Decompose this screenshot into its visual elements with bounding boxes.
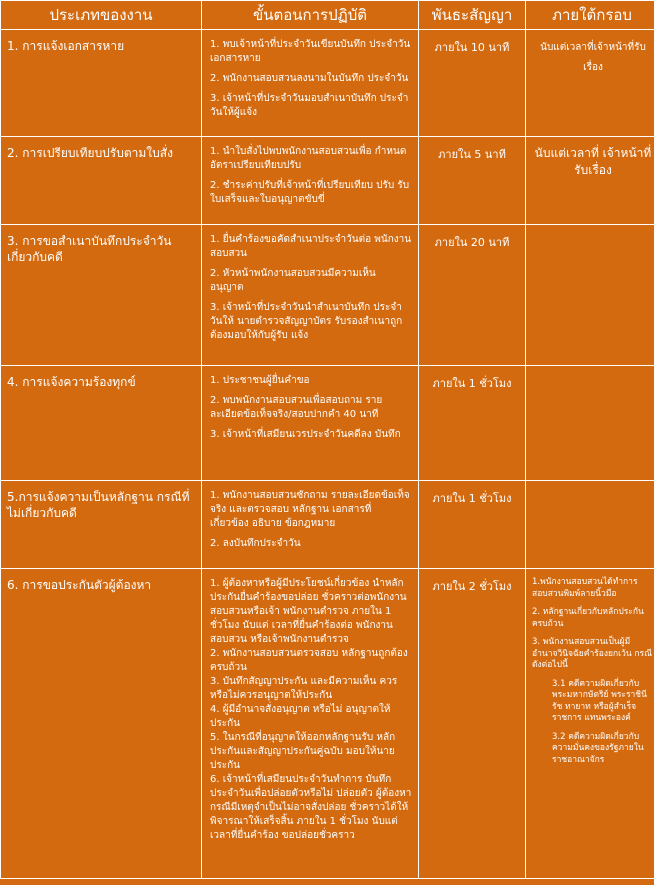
procedure-cell (202, 137, 419, 225)
procedure-step: 2. พนักงานสอบสวนตรวจสอบ หลักฐานถูกต้องครบถ้วน (210, 648, 408, 673)
header-procedure: ขั้นตอนการปฏิบัติ (202, 1, 419, 30)
deadline-cell: ภายใน 5 นาที (419, 137, 526, 225)
procedure-step: 2. พบพนักงานสอบสวนเพื่อสอบถาม รายละเอียดข้อเท็จจริง/สอบปากคำ 40 นาที (210, 395, 383, 420)
procedure-step: 2. หัวหน้าพนักงานสอบสวนมีความเห็น อนุญาต (210, 268, 376, 293)
framework-cell (526, 137, 654, 225)
procedure-step: 2. ลงบันทึกประจำวัน (210, 538, 301, 549)
framework-cell (526, 569, 654, 879)
deadline-cell: ภายใน 1 ชั่วโมง (419, 366, 526, 481)
table-row (1, 30, 654, 137)
procedure-step: 1. พบเจ้าหน้าที่ประจำวันเขียนบันทึก ประจำวันเอกสารหาย (210, 39, 411, 64)
header-commitment: พันธะสัญญา (419, 1, 526, 30)
service-type-cell: 5.การแจ้งความเป็นหลักฐาน กรณีที่ไม่เกี่ยวกับคดี (1, 481, 202, 569)
deadline-cell: ภายใน 20 นาที (419, 225, 526, 366)
framework-cell (526, 366, 654, 481)
service-type-cell: 4. การแจ้งความร้องทุกข์ (1, 366, 202, 481)
deadline-cell: ภายใน 1 ชั่วโมง (419, 481, 526, 569)
procedure-step: 1. ผู้ต้องหาหรือผู้มีประโยชน์เกี่ยวข้อง นำหลักประกันยื่นคำร้องขอปล่อย ชั่วคราวต่อพนักงานสอบสวนหรือเจ้า พนักงานตำรวจ ภายใน 1 ชั่วโมง นับแต่ เวลาที่ยื่นคำร้องต่อ พนักงานสอบสวน หรือเจ้าพนักงานตำรวจ (210, 578, 407, 645)
framework-item: 2. หลักฐานเกี่ยวกับหลักประกัน ครบถ้วน (532, 607, 644, 629)
procedure-step: 6. เจ้าหน้าที่เสมียนประจำวันทำการ บันทึกประจำวันเพื่อปล่อยตัวหรือไม่ ปล่อยตัว ผู้ต้องหา กรณีมีเหตุจำเป็นไม่อาจสั่งปล่อย ชั่วคราวได้ให้พิจารณาให้เสร็จสิ้น ภายใน 1 ชั่วโมง นับแต่เวลาที่ยื่นคำร้อง ขอปล่อยชั่วคราว (210, 774, 412, 841)
deadline-cell: ภายใน 2 ชั่วโมง (419, 569, 526, 879)
table-row (1, 481, 654, 569)
table-row (1, 137, 654, 225)
framework-cell (526, 481, 654, 569)
procedure-cell (202, 30, 419, 137)
procedure-step: 3. บันทึกสัญญาประกัน และมีความเห็น ควรหรือไม่ควรอนุญาตให้ประกัน (210, 676, 398, 701)
procedure-cell (202, 366, 419, 481)
procedure-cell (202, 569, 419, 879)
service-type-cell: 1. การแจ้งเอกสารหาย (1, 30, 202, 137)
table-row (1, 569, 654, 879)
framework-subitem: 3.1 คดีความผิดเกี่ยวกับ พระมหากษัตริย์ พระราชินี รัช ทายาท หรือผู้สำเร็จราชการ แทนพระองค์ (552, 678, 647, 723)
framework-text: นับแต่เวลาที่เจ้าหน้าที่รับเรื่อง (540, 42, 646, 73)
procedure-step: 3. เจ้าหน้าที่เสมียนเวรประจำวันคดีลง บันทึก (210, 429, 401, 440)
table-row (1, 225, 654, 366)
procedure-cell (202, 225, 419, 366)
service-type-cell: 2. การเปรียบเทียบปรับตามใบสั่ง (1, 137, 202, 225)
header-framework: ภายใต้กรอบ (526, 1, 654, 30)
procedure-step: 3. เจ้าหน้าที่ประจำวันมอบสำเนาบันทึก ประจำวันให้ผู้แจ้ง (210, 93, 409, 118)
framework-cell (526, 30, 654, 137)
procedure-step: 5. ในกรณีที่อนุญาตให้ออกหลักฐานรับ หลักประกันและสัญญาประกันคู่ฉบับ มอบให้นายประกัน (210, 732, 396, 771)
table-header-row (1, 1, 654, 30)
framework-text: นับแต่เวลาที่ เจ้าหน้าที่รับเรื่อง (534, 146, 652, 177)
service-type-cell: 3. การขอสำเนาบันทึกประจำวัน เกี่ยวกับคดี (1, 225, 202, 366)
procedure-step: 2. ชำระค่าปรับที่เจ้าหน้าที่เปรียบเทียบ ปรับ รับใบเสร็จและใบอนุญาตขับขี่ (210, 180, 410, 205)
procedure-step: 4. ผู้มีอำนาจสั่งอนุญาต หรือไม่ อนุญาตให้ประกัน (210, 704, 391, 729)
header-service-type: ประเภทของงาน (1, 1, 202, 30)
procedure-step: 1. นำใบสั่งไปพบพนักงานสอบสวนเพื่อ กำหนดอัตราเปรียบเทียบปรับ (210, 146, 407, 171)
procedure-step: 1. ยื่นคำร้องขอคัดสำเนาประจำวันต่อ พนักงานสอบสวน (210, 234, 412, 259)
framework-subitem: 3.2 คดีความผิดเกี่ยวกับ ความมั่นคงของรัฐภายใน ราชอาณาจักร (552, 731, 644, 765)
procedure-step: 1. ประชาชนผู้ยื่นคำขอ (210, 375, 310, 386)
framework-item: 3. พนักงานสอบสวนเป็นผู้มี อำนาจวินิจฉัยคำร้องยกเว้น กรณีดังต่อไปนี้ (532, 637, 652, 670)
procedure-step: 2. พนักงานสอบสวนลงนามในบันทึก ประจำวัน (210, 73, 409, 84)
table-row (1, 366, 654, 481)
service-type-cell: 6. การขอประกันตัวผู้ต้องหา (1, 569, 202, 879)
procedure-cell (202, 481, 419, 569)
deadline-cell: ภายใน 10 นาที (419, 30, 526, 137)
framework-cell (526, 225, 654, 366)
framework-item: 1.พนักงานสอบสวนได้ทำการ สอบสวนพิมพ์ลายนิ้วมือ (532, 577, 638, 599)
procedure-step: 3. เจ้าหน้าที่ประจำวันนำสำเนาบันทึก ประจำวันให้ นายตำรวจสัญญาบัตร รับรองสำเนาถูกต้องมอบให้กับผู้รับ แจ้ง (210, 302, 403, 341)
procedure-step: 1. พนักงานสอบสวนซักถาม รายละเอียดข้อเท็จจริง และตรวจสอบ หลักฐาน เอกสารที่ เกี่ยวข้อง อธิบาย ข้อกฎหมาย (210, 490, 410, 529)
